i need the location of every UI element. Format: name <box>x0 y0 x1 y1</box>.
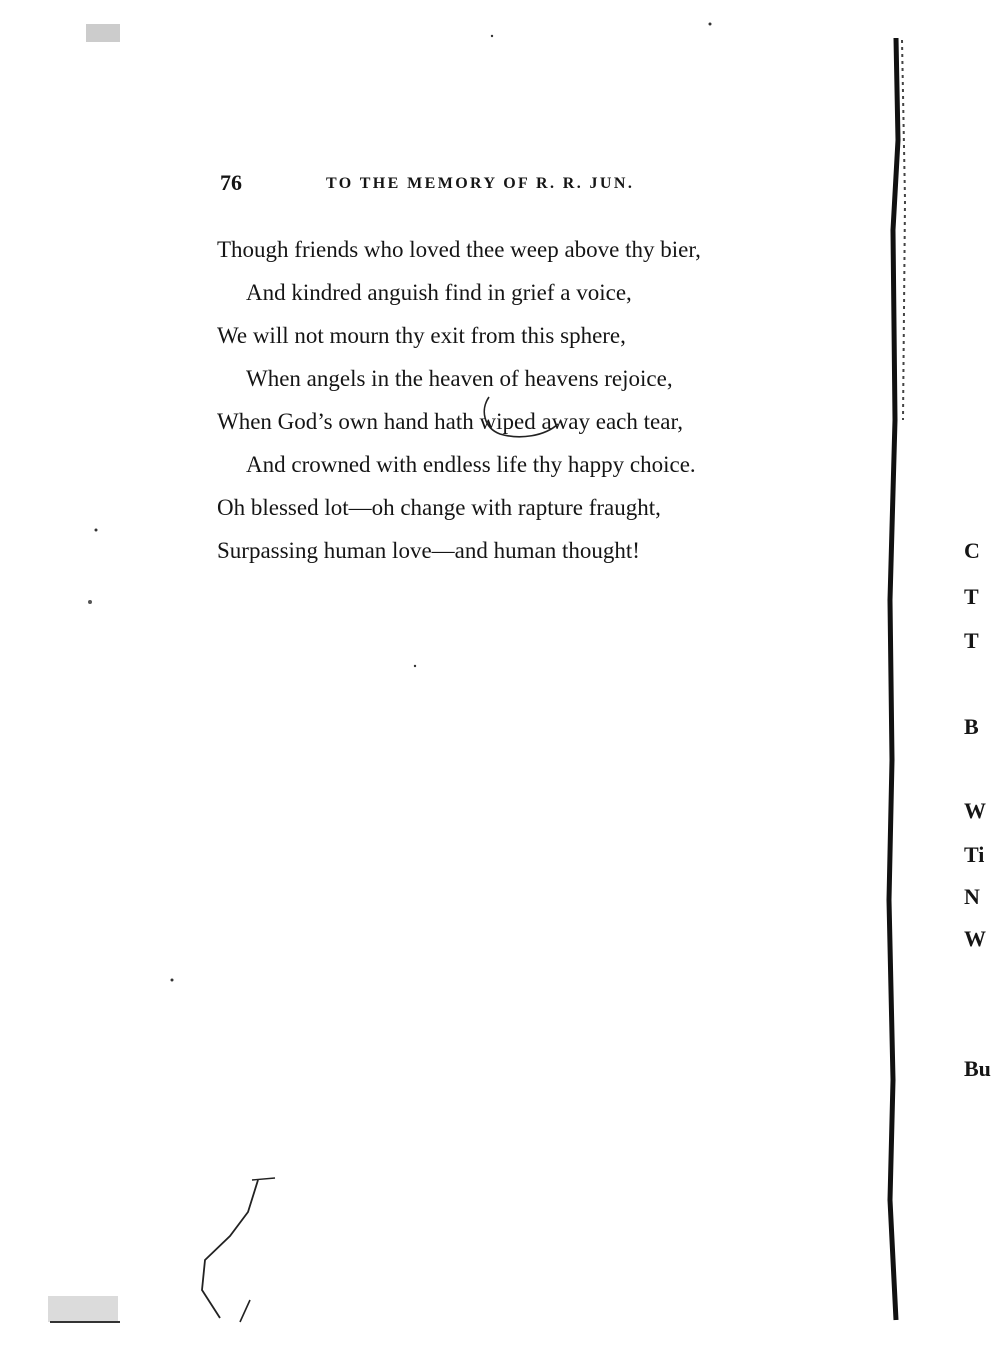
corner-stain <box>48 1296 118 1322</box>
binding-gutter-line <box>889 38 898 1320</box>
facing-page-letter: N <box>964 884 980 909</box>
facing-page-letter: B <box>964 714 979 739</box>
paper-crack <box>202 1180 258 1318</box>
facing-page-letter: Bu <box>964 1056 991 1081</box>
facing-page-letter: W <box>964 798 986 823</box>
running-head: TO THE MEMORY OF R. R. JUN. <box>326 175 635 192</box>
facing-page-letter: Ti <box>964 842 985 867</box>
facing-page-letter: T <box>964 584 979 609</box>
poem-line: And crowned with endless life thy happy choice. <box>246 452 696 477</box>
facing-page-letter: T <box>964 628 979 653</box>
poem-stanza <box>217 228 837 572</box>
poem-line: Oh blessed lot—oh change with rapture fraught, <box>217 495 661 520</box>
page-number: 76 <box>220 170 242 195</box>
facing-page-letter: W <box>964 926 986 951</box>
facing-page-letter: C <box>964 538 980 563</box>
poem-line: Surpassing human love—and human thought! <box>217 538 640 563</box>
page-header <box>220 170 740 200</box>
poem-line: When God’s own hand hath wiped away each tear, <box>217 409 683 434</box>
poem-line: And kindred anguish find in grief a voice, <box>246 280 632 305</box>
poem-line: When angels in the heaven of heavens rejoice, <box>246 366 673 391</box>
poem-line: We will not mourn thy exit from this sphere, <box>217 323 626 348</box>
poem-line: Though friends who loved thee weep above thy bier, <box>217 237 701 262</box>
